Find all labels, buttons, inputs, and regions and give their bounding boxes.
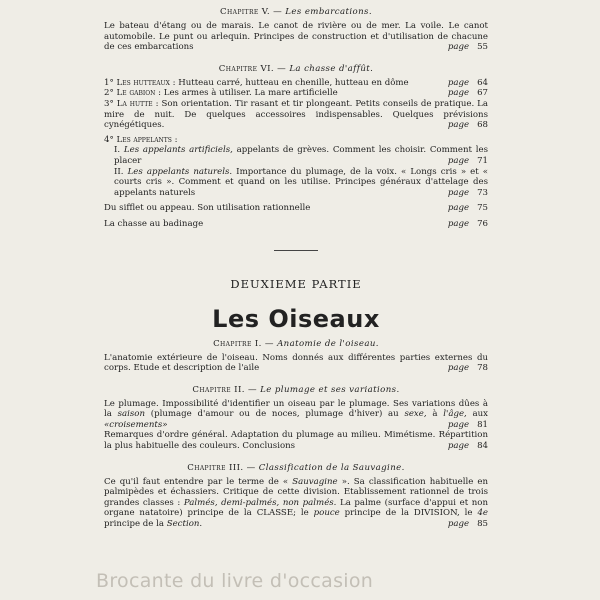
- entry-italic: 4e: [477, 508, 488, 519]
- chapter-title: La chasse d'affût.: [289, 63, 374, 74]
- chapter-label: Chapitre III. —: [187, 462, 256, 473]
- entry-text: à: [432, 409, 438, 420]
- chapter-heading: [104, 384, 488, 396]
- entry-italic: «croisements»: [104, 419, 168, 430]
- toc-entry: [104, 477, 488, 530]
- item-heading: Les hutteaux: [116, 77, 170, 88]
- entry-italic: Les appelants naturels.: [127, 166, 233, 177]
- entry-italic: l'âge,: [443, 409, 467, 420]
- page-word: page: [447, 218, 470, 229]
- page-word: page: [447, 441, 470, 452]
- page-number: 64: [477, 77, 488, 88]
- page-word: page: [447, 519, 470, 530]
- page-word: page: [447, 363, 470, 374]
- item-number: 2°: [104, 88, 114, 99]
- item-colon: :: [174, 134, 178, 145]
- entry-text: principe de la DIVISION, le: [344, 508, 473, 519]
- entry-text: aux: [472, 409, 489, 420]
- toc-entry: [104, 353, 488, 374]
- chapter-heading: [104, 6, 488, 18]
- entry-text: Du sifflet ou appeau. Son utilisation rationnelle: [104, 203, 311, 214]
- page-word: page: [447, 203, 470, 214]
- toc-entry: [104, 21, 488, 53]
- toc-entry: [104, 99, 488, 131]
- entry-text: La chasse au badinage: [104, 218, 204, 229]
- item-heading: La hutte: [116, 98, 153, 109]
- chapter-title: Les embarcations.: [285, 7, 372, 17]
- entry-text: : Son orientation. Tir rasant et tir plongeant. Petits conseils de pratique. La mire de nuit. De quelques accessoires indispensables. Quelques prévisions cynégétiques.: [104, 98, 489, 131]
- toc-entry: [104, 399, 488, 431]
- entry-text: L'anatomie extérieure de l'oiseau. Noms donnés aux différentes parties externes du corps. Etude et description de l'aile: [104, 352, 488, 374]
- item-number: 4°: [104, 134, 114, 145]
- watermark: Brocante du livre d'occasion: [96, 570, 374, 592]
- page-word: page: [447, 77, 470, 88]
- page-word: page: [447, 419, 470, 430]
- table-of-contents: [104, 6, 488, 530]
- entry-text: ». Sa classification habituelle en palmipèdes et échassiers. Critique de cette division. Etablissement rationnel de trois grandes classes :: [104, 476, 488, 508]
- entry-text: appelants de grèves. Comment les choisir. Comment les placer: [114, 145, 488, 166]
- toc-entry: [104, 219, 488, 230]
- chapter-title: Le plumage et ses variations.: [260, 384, 400, 395]
- entry-text: Importance du plumage, de la voix. « Longs cris » et « courts cris ». Comment et quand on les utilise. Principes généraux d'attelage des appelants naturels: [114, 166, 488, 198]
- sub-number: I.: [114, 145, 121, 156]
- page-word: page: [447, 155, 470, 166]
- page-word: page: [447, 120, 470, 131]
- part-label: DEUXIEME PARTIE: [230, 276, 362, 291]
- page-number: 67: [477, 88, 488, 99]
- item-heading: Le gabion: [116, 88, 156, 99]
- entry-italic: sexe,: [404, 409, 427, 420]
- sub-number: II.: [114, 166, 124, 177]
- toc-entry: [104, 167, 488, 199]
- page-number: 73: [477, 187, 488, 198]
- entry-text: Remarques d'ordre général. Adaptation du plumage au milieu. Mimétisme. Répartition la plus habituelle des couleurs. Conclusions: [104, 430, 488, 452]
- entry-text: : Les armes à utiliser. La mare artificielle: [158, 88, 338, 99]
- page-number: 76: [477, 218, 488, 229]
- entry-text: (plumage d'amour ou de noces, plumage d'hiver) au: [150, 409, 399, 420]
- page-number: 75: [477, 203, 488, 214]
- chapter-label: Chapitre I. —: [213, 338, 274, 349]
- entry-italic: saison: [117, 409, 146, 420]
- chapter-title: Anatomie de l'oiseau.: [277, 338, 379, 349]
- entry-italic: Les appelants artificiels,: [123, 145, 233, 156]
- entry-text: Le plumage. Impossibilité d'identifier un oiseau par le plumage. Ses variations dûes à la: [104, 398, 488, 420]
- entry-text: Le bateau d'étang ou de marais. Le canot de rivière ou de mer. La voile. Le canot automobile. Le punt ou arlequin. Principes de construction et d'utilisation de chacune de ces embarcations: [104, 21, 488, 53]
- entry-italic: pouce: [313, 508, 340, 519]
- chapter-label: Chapitre V. —: [220, 7, 283, 17]
- page-word: page: [447, 187, 470, 198]
- entry-text: La palme (surface d'appui et non organe natatoire) principe de la CLASSE; le: [104, 497, 488, 519]
- toc-entry: [104, 135, 488, 146]
- item-number: 3°: [104, 98, 114, 109]
- page-number: 55: [477, 42, 488, 53]
- chapter-title: Classification de la Sauvagine.: [258, 462, 405, 473]
- chapter-label: Chapitre VI. —: [218, 63, 287, 74]
- item-number: 1°: [104, 77, 114, 88]
- page-number: 81: [477, 419, 488, 430]
- page-number: 85: [477, 519, 488, 530]
- chapter-label: Chapitre II. —: [192, 384, 258, 395]
- entry-text: Ce qu'il faut entendre par le terme de «: [104, 476, 289, 487]
- chapter-heading: [104, 462, 488, 474]
- entry-italic: Section.: [166, 519, 203, 530]
- toc-entry: [104, 145, 488, 166]
- entry-italic: Palmés, demi-palmés, non palmés.: [183, 497, 337, 508]
- page-number: 68: [477, 120, 488, 131]
- page-number: 71: [477, 155, 488, 166]
- page-number: 84: [477, 441, 488, 452]
- toc-entry: [104, 203, 488, 214]
- chapter-heading: [104, 338, 488, 350]
- chapter-heading: [104, 63, 488, 75]
- page-word: page: [447, 88, 470, 99]
- page-word: page: [447, 42, 470, 53]
- toc-entry: [104, 430, 488, 451]
- entry-text: principe de la: [104, 519, 164, 530]
- toc-entry: [104, 78, 488, 89]
- entry-italic: Sauvagine: [292, 476, 338, 487]
- entry-text: : Hutteau carré, hutteau en chenille, hutteau en dôme: [172, 77, 409, 88]
- page-number: 78: [477, 363, 488, 374]
- item-heading: Les appelants: [116, 134, 172, 145]
- toc-entry: [104, 88, 488, 99]
- part-title: Les Oiseaux: [212, 304, 380, 333]
